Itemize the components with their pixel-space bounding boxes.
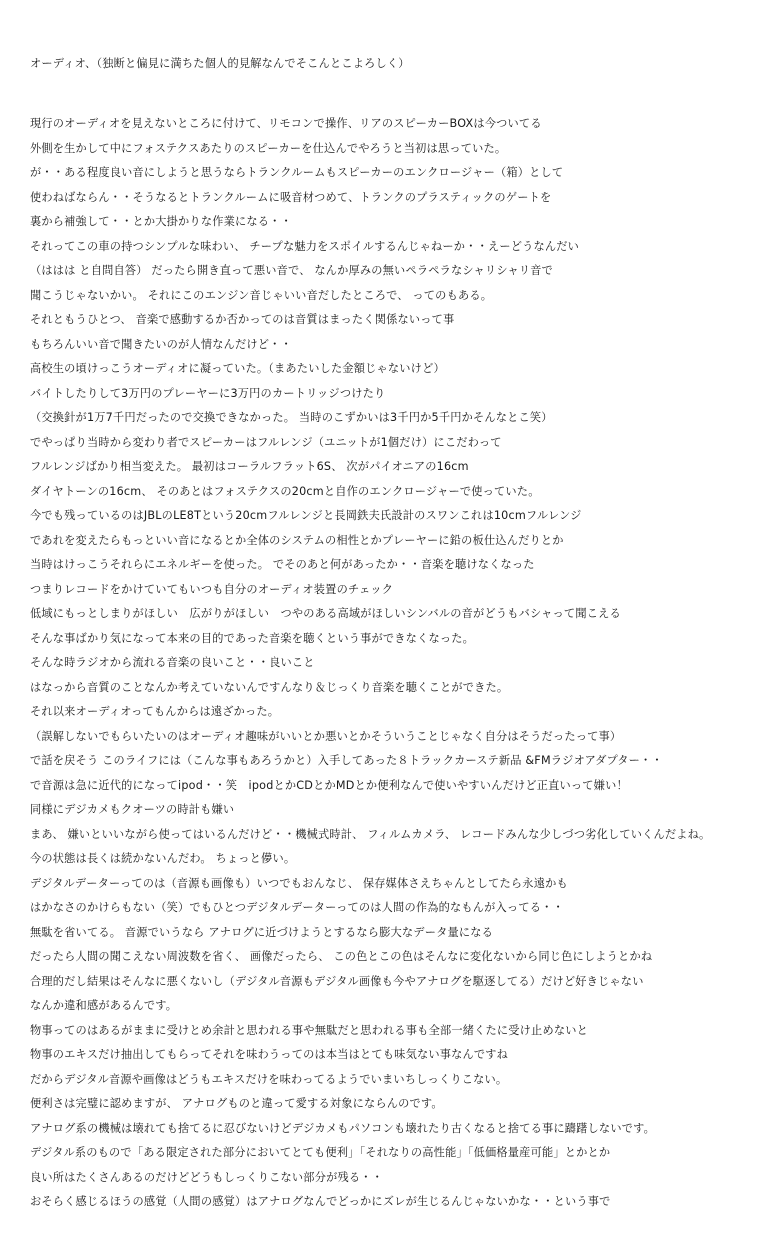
- text-line: 物事ってのはあるがままに受けとめ余計と思われる事や無駄だと思われる事も全部一緒くたに受け止めないと: [30, 1023, 588, 1037]
- text-line: 合理的だし結果はそんなに悪くないし（デジタル音源もデジタル画像も今やアナログを駆逐してる）だけど好きじゃない: [30, 974, 644, 988]
- text-line: 外側を生かして中にフォステクスあたりのスピーカーを仕込んでやろうと当初は思っていた。: [30, 141, 507, 155]
- text-line: であれを変えたらもっといい音になるとか全体のシステムの相性とかプレーヤーに鉛の板仕込んだりとか: [30, 533, 564, 547]
- text-line: 聞こうじゃないかい。 それにこのエンジン音じゃいい音だしたところで、 ってのもある。: [30, 288, 493, 302]
- text-line: そんな事ばかり気になって本来の目的であった音楽を聴くという事ができなくなった。: [30, 631, 475, 645]
- text-line: 今の状態は長くは続かないんだわ。 ちょっと儚い。: [30, 852, 296, 865]
- text-line: 今でも残っているのはJBLのLE8Tという20cmフルレンジと長岡鉄夫氏設計のスワンこれは10cmフルレンジ: [30, 509, 582, 522]
- text-line: おそらく感じるほうの感覚（人間の感覚）はアナログなんでどっかにズレが生じるんじゃないかな・・という事で: [30, 1195, 611, 1208]
- text-line: 当時はけっこうそれらにエネルギーを使った。 でそのあと何があったか・・音楽を聴けなくなった: [30, 558, 535, 571]
- text-line: ダイヤトーンの16cm、 そのあとはフォステクスの20cmと自作のエンクロージャーで使っていた。: [30, 484, 540, 498]
- text-line: なんか違和感があるんです。: [30, 999, 178, 1012]
- text-line: それ以来オーディオってもんからは遠ざかった。: [30, 705, 280, 718]
- text-line: 現行のオーディオを見えないところに付けて、リモコンで操作、リアのスピーカーBOXは今ついてる: [30, 117, 542, 130]
- text-line: デジタル系のもので「ある限定された部分においてとても便利」「それなりの高性能」「低価格量産可能」とかとか: [30, 1146, 611, 1159]
- document-body: [30, 52, 775, 1215]
- document-paragraph: [30, 112, 775, 1215]
- text-line: で話を戻そう このライフには（こんな事もあろうかと）入手してあった８トラックカーステ新品 &FMラジオアダプター・・: [30, 754, 663, 767]
- text-line: アナログ系の機械は壊れても捨てるに忍びないけどデジカメもパソコンも壊れたり古くなると捨てる事に躊躇しないです。: [30, 1121, 655, 1135]
- text-line: はなっから音質のことなんか考えていないんですんなり＆じっくり音楽を聴くことができた。: [30, 680, 509, 694]
- text-line: それってこの車の持つシンプルな味わい、 チープな魅力をスポイルするんじゃねーか・・えーどうなんだい: [30, 239, 580, 253]
- text-line: つまりレコードをかけていてもいつも自分のオーディオ装置のチェック: [30, 582, 394, 596]
- text-line: そんな時ラジオから流れる音楽の良いこと・・良いこと: [30, 656, 315, 669]
- text-line: 良い所はたくさんあるのだけどどうもしっくりこない部分が残る・・: [30, 1170, 384, 1184]
- text-line: バイトしたりして3万円のプレーヤーに3万円のカートリッジつけたり: [30, 386, 386, 400]
- text-line: だからデジタル音源や画像はどうもエキスだけを味わってるようでいまいちしっくりこない。: [30, 1072, 508, 1086]
- text-line: それともうひとつ、 音楽で感動するか否かってのは音質はまったく関係ないって事: [30, 313, 455, 326]
- document-title: オーディオ、（独断と偏見に満ちた個人的見解なんでそこんとこよろしく）: [30, 57, 410, 70]
- text-line: が・・ある程度良い音にしようと思うならトランクルームもスピーカーのエンクロージャー（箱）として: [30, 166, 564, 179]
- text-line: （ははは と自問自答） だったら開き直って悪い音で、 なんか厚みの無いペラペラなシャリシャリ音で: [30, 264, 554, 277]
- text-line: でやっぱり当時から変わり者でスピーカーはフルレンジ（ユニットが1個だけ）にこだわって: [30, 435, 502, 449]
- text-line: 同様にデジカメもクオーツの時計も嫌い: [30, 803, 235, 816]
- text-line: 低域にもっとしまりがほしい 広がりがほしい つやのある高域がほしいシンバルの音がどうもバシャって聞こえる: [30, 607, 621, 620]
- text-line: 裏から補強して・・とか大掛かりな作業になる・・: [30, 215, 292, 228]
- text-line: （交換針が1万7千円だったので交換できなかった。 当時のこずかいは3千円か5千円かそんなとこ笑）: [30, 411, 553, 424]
- text-line: 無駄を省いてる。 音源でいうなら アナログに近づけようとするなら膨大なデータ量になる: [30, 925, 494, 939]
- text-line: フルレンジばかり相当変えた。 最初はコーラルフラット6S、 次がパイオニアの16cm: [30, 460, 469, 473]
- text-line: 物事のエキスだけ抽出してもらってそれを味わうってのは本当はとても味気ない事なんですね: [30, 1048, 509, 1061]
- text-line: 高校生の頃けっこうオーディオに凝っていた。（まあたいした金額じゃないけど）: [30, 362, 445, 375]
- text-line: 使わねばならん・・そうなるとトランクルームに吸音材つめて、トランクのプラスティックのゲートを: [30, 190, 552, 204]
- text-line: だったら人間の聞こえない周波数を省く、 画像だったら、 この色とこの色はそんなに変化ないから同じ色にしようとかね: [30, 950, 653, 963]
- text-line: もちろんいい音で聞きたいのが人情なんだけど・・: [30, 337, 292, 351]
- text-line: はかなさのかけらもない（笑）でもひとつデジタルデーターってのは人間の作為的なもんが入ってる・・: [30, 901, 564, 914]
- text-line: デジタルデーターってのは（音源も画像も）いつでもおんなじ、 保存媒体さえちゃんとしてたら永遠かも: [30, 876, 568, 890]
- text-line: （誤解しないでもらいたいのはオーディオ趣味がいいとか悪いとかそういうことじゃなく自分はそうだったって事）: [30, 729, 622, 743]
- text-line: 便利さは完璧に認めますが、 アナログものと違って愛する対象にならんのです。: [30, 1097, 443, 1110]
- text-line: まあ、 嫌いといいながら使ってはいるんだけど・・機械式時計、 フィルムカメラ、 レコードみんな少しづつ劣化していくんだよね。: [30, 827, 711, 841]
- text-line: で音源は急に近代的になってipod・・笑 ipodとかCDとかMDとか便利なんで使いやすいんだけど正直いって嫌い！: [30, 778, 628, 792]
